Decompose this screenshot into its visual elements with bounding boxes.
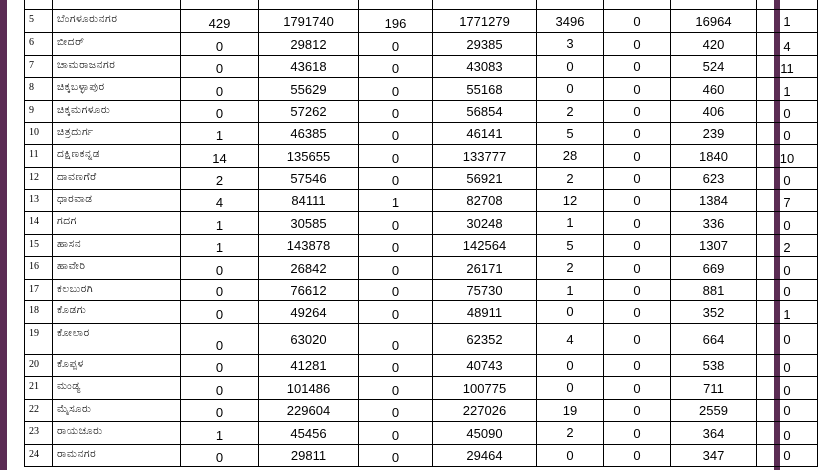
value-cell-col-8: 7 bbox=[757, 190, 818, 212]
district-name-cell: ಬೀದರ್ bbox=[53, 33, 181, 56]
value-cell-col-8: 0 bbox=[757, 212, 818, 235]
value-cell-col-5: 0 bbox=[537, 78, 604, 101]
serial-number-cell: 5 bbox=[25, 10, 53, 33]
serial-number-cell: 14 bbox=[25, 212, 53, 235]
value-cell-col-1: 429 bbox=[181, 10, 259, 33]
serial-number-cell: 21 bbox=[25, 377, 53, 400]
value-cell-col-5: 1 bbox=[537, 280, 604, 301]
value-cell-col-5: 5 bbox=[537, 123, 604, 145]
district-name-cell: ಚಿತ್ರದುರ್ಗ bbox=[53, 123, 181, 145]
value-cell-col-6: 0 bbox=[604, 400, 671, 422]
value-cell-col-1: 0 bbox=[181, 78, 259, 101]
serial-number-cell: 8 bbox=[25, 78, 53, 101]
value-cell-col-6: 0 bbox=[604, 377, 671, 400]
district-name-cell: ರಾಯಚೂರು bbox=[53, 422, 181, 445]
value-cell-col-1: 0 bbox=[181, 56, 259, 78]
value-cell-col-4: 1771279 bbox=[433, 10, 537, 33]
value-cell-col-2: 41281 bbox=[259, 355, 359, 377]
table-row bbox=[25, 168, 818, 190]
value-cell-col-8: 0 bbox=[757, 280, 818, 301]
district-table-sheet bbox=[24, 0, 795, 470]
value-cell-col-3: 0 bbox=[359, 301, 433, 324]
serial-number-cell: 7 bbox=[25, 56, 53, 78]
value-cell-col-5: 0 bbox=[537, 56, 604, 78]
value-cell-col-7: 460 bbox=[671, 78, 757, 101]
value-cell-col-7: 1307 bbox=[671, 235, 757, 257]
value-cell-col-4: 26171 bbox=[433, 257, 537, 280]
value-cell-col-6: 0 bbox=[604, 101, 671, 123]
value-cell-col-1: 2 bbox=[181, 168, 259, 190]
value-cell-col-6: 0 bbox=[604, 301, 671, 324]
district-name-cell: ಕೋಲಾರ bbox=[53, 324, 181, 355]
value-cell-col-3: 1 bbox=[359, 190, 433, 212]
value-cell-col-1: 0 bbox=[181, 400, 259, 422]
value-cell-col-7: 711 bbox=[671, 377, 757, 400]
district-name-cell: ಹಾವೇರಿ bbox=[53, 257, 181, 280]
value-cell-col-3: 0 bbox=[359, 235, 433, 257]
value-cell-col-8 bbox=[757, 0, 818, 10]
district-table bbox=[24, 0, 818, 467]
value-cell-col-7: 336 bbox=[671, 212, 757, 235]
value-cell-col-1: 0 bbox=[181, 257, 259, 280]
value-cell-col-6: 0 bbox=[604, 190, 671, 212]
table-row bbox=[25, 33, 818, 56]
value-cell-col-7: 420 bbox=[671, 33, 757, 56]
value-cell-col-6: 0 bbox=[604, 145, 671, 168]
value-cell-col-4: 142564 bbox=[433, 235, 537, 257]
value-cell-col-5: 0 bbox=[537, 355, 604, 377]
value-cell-col-3: 0 bbox=[359, 212, 433, 235]
value-cell-col-4 bbox=[433, 0, 537, 10]
table-row bbox=[25, 212, 818, 235]
value-cell-col-8: 0 bbox=[757, 422, 818, 445]
value-cell-col-8: 0 bbox=[757, 400, 818, 422]
value-cell-col-6 bbox=[604, 0, 671, 10]
table-row bbox=[25, 377, 818, 400]
value-cell-col-2: 46385 bbox=[259, 123, 359, 145]
value-cell-col-1: 14 bbox=[181, 145, 259, 168]
value-cell-col-1: 0 bbox=[181, 301, 259, 324]
value-cell-col-1 bbox=[181, 0, 259, 10]
value-cell-col-7: 1840 bbox=[671, 145, 757, 168]
value-cell-col-4: 62352 bbox=[433, 324, 537, 355]
value-cell-col-4: 40743 bbox=[433, 355, 537, 377]
value-cell-col-7: 524 bbox=[671, 56, 757, 78]
district-name-cell: ದಾವಣಗೆರೆ bbox=[53, 168, 181, 190]
value-cell-col-5: 2 bbox=[537, 101, 604, 123]
value-cell-col-5: 12 bbox=[537, 190, 604, 212]
district-name-cell: ಧಾರವಾಡ bbox=[53, 190, 181, 212]
value-cell-col-3: 0 bbox=[359, 145, 433, 168]
value-cell-col-3: 0 bbox=[359, 400, 433, 422]
value-cell-col-4: 56854 bbox=[433, 101, 537, 123]
serial-number-cell: 12 bbox=[25, 168, 53, 190]
value-cell-col-4: 133777 bbox=[433, 145, 537, 168]
page-border-left bbox=[0, 0, 7, 470]
value-cell-col-3: 0 bbox=[359, 324, 433, 355]
value-cell-col-3: 0 bbox=[359, 445, 433, 467]
value-cell-col-4: 75730 bbox=[433, 280, 537, 301]
value-cell-col-8: 1 bbox=[757, 301, 818, 324]
value-cell-col-7: 347 bbox=[671, 445, 757, 467]
value-cell-col-8: 0 bbox=[757, 445, 818, 467]
value-cell-col-5: 19 bbox=[537, 400, 604, 422]
table-row bbox=[25, 301, 818, 324]
value-cell-col-1: 1 bbox=[181, 123, 259, 145]
value-cell-col-5: 28 bbox=[537, 145, 604, 168]
value-cell-col-7: 538 bbox=[671, 355, 757, 377]
district-name-cell: ದಕ್ಷಿಣಕನ್ನಡ bbox=[53, 145, 181, 168]
value-cell-col-2: 229604 bbox=[259, 400, 359, 422]
value-cell-col-5: 4 bbox=[537, 324, 604, 355]
table-row bbox=[25, 280, 818, 301]
value-cell-col-6: 0 bbox=[604, 280, 671, 301]
value-cell-col-6: 0 bbox=[604, 123, 671, 145]
value-cell-col-7: 352 bbox=[671, 301, 757, 324]
value-cell-col-3: 0 bbox=[359, 257, 433, 280]
table-row bbox=[25, 257, 818, 280]
district-name-cell: ಕೊಡಗು bbox=[53, 301, 181, 324]
serial-number-cell: 13 bbox=[25, 190, 53, 212]
serial-number-cell: 6 bbox=[25, 33, 53, 56]
value-cell-col-8: 0 bbox=[757, 355, 818, 377]
value-cell-col-8: 11 bbox=[757, 56, 818, 78]
table-row bbox=[25, 400, 818, 422]
value-cell-col-2: 30585 bbox=[259, 212, 359, 235]
value-cell-col-3: 0 bbox=[359, 56, 433, 78]
value-cell-col-7: 16964 bbox=[671, 10, 757, 33]
value-cell-col-6: 0 bbox=[604, 168, 671, 190]
value-cell-col-7: 406 bbox=[671, 101, 757, 123]
value-cell-col-2: 57546 bbox=[259, 168, 359, 190]
value-cell-col-2: 29811 bbox=[259, 445, 359, 467]
value-cell-col-6: 0 bbox=[604, 257, 671, 280]
value-cell-col-4: 48911 bbox=[433, 301, 537, 324]
serial-number-cell: 22 bbox=[25, 400, 53, 422]
value-cell-col-5 bbox=[537, 0, 604, 10]
serial-number-cell: 19 bbox=[25, 324, 53, 355]
value-cell-col-3: 0 bbox=[359, 78, 433, 101]
table-row bbox=[25, 355, 818, 377]
value-cell-col-8: 2 bbox=[757, 235, 818, 257]
value-cell-col-1: 0 bbox=[181, 445, 259, 467]
value-cell-col-5: 2 bbox=[537, 168, 604, 190]
district-name-cell: ಚಿಕ್ಕಮಗಳೂರು bbox=[53, 101, 181, 123]
serial-number-cell: 18 bbox=[25, 301, 53, 324]
value-cell-col-6: 0 bbox=[604, 78, 671, 101]
value-cell-col-8: 0 bbox=[757, 324, 818, 355]
value-cell-col-5: 3 bbox=[537, 33, 604, 56]
serial-number-cell: 15 bbox=[25, 235, 53, 257]
value-cell-col-4: 43083 bbox=[433, 56, 537, 78]
value-cell-col-4: 30248 bbox=[433, 212, 537, 235]
serial-number-cell: 17 bbox=[25, 280, 53, 301]
value-cell-col-7: 2559 bbox=[671, 400, 757, 422]
value-cell-col-8: 0 bbox=[757, 101, 818, 123]
value-cell-col-5: 3496 bbox=[537, 10, 604, 33]
value-cell-col-4: 56921 bbox=[433, 168, 537, 190]
value-cell-col-2: 57262 bbox=[259, 101, 359, 123]
value-cell-col-3: 0 bbox=[359, 422, 433, 445]
table-row bbox=[25, 422, 818, 445]
table-row bbox=[25, 235, 818, 257]
value-cell-col-6: 0 bbox=[604, 10, 671, 33]
value-cell-col-1: 0 bbox=[181, 280, 259, 301]
value-cell-col-3: 0 bbox=[359, 168, 433, 190]
value-cell-col-7: 669 bbox=[671, 257, 757, 280]
value-cell-col-6: 0 bbox=[604, 212, 671, 235]
value-cell-col-4: 82708 bbox=[433, 190, 537, 212]
value-cell-col-6: 0 bbox=[604, 33, 671, 56]
value-cell-col-4: 100775 bbox=[433, 377, 537, 400]
value-cell-col-1: 0 bbox=[181, 355, 259, 377]
table-row bbox=[25, 101, 818, 123]
table-row bbox=[25, 324, 818, 355]
value-cell-col-3: 0 bbox=[359, 101, 433, 123]
serial-number-cell: 9 bbox=[25, 101, 53, 123]
district-name-cell: ಹಾಸನ bbox=[53, 235, 181, 257]
value-cell-col-2: 45456 bbox=[259, 422, 359, 445]
value-cell-col-7: 364 bbox=[671, 422, 757, 445]
serial-number-cell: 23 bbox=[25, 422, 53, 445]
value-cell-col-3: 0 bbox=[359, 355, 433, 377]
value-cell-col-1: 0 bbox=[181, 101, 259, 123]
value-cell-col-7: 664 bbox=[671, 324, 757, 355]
value-cell-col-2: 135655 bbox=[259, 145, 359, 168]
value-cell-col-2: 143878 bbox=[259, 235, 359, 257]
table-row bbox=[25, 78, 818, 101]
district-name-cell: ಮೈಸೂರು bbox=[53, 400, 181, 422]
value-cell-col-4: 29385 bbox=[433, 33, 537, 56]
district-name-cell: ಕೊಪ್ಪಳ bbox=[53, 355, 181, 377]
value-cell-col-2: 84111 bbox=[259, 190, 359, 212]
value-cell-col-5: 0 bbox=[537, 301, 604, 324]
value-cell-col-5: 0 bbox=[537, 445, 604, 467]
value-cell-col-1: 1 bbox=[181, 212, 259, 235]
table-row bbox=[25, 10, 818, 33]
value-cell-col-1: 0 bbox=[181, 33, 259, 56]
district-name-cell: ಮಂಡ್ಯ bbox=[53, 377, 181, 400]
value-cell-col-2: 49264 bbox=[259, 301, 359, 324]
value-cell-col-5: 1 bbox=[537, 212, 604, 235]
value-cell-col-3 bbox=[359, 0, 433, 10]
value-cell-col-7: 881 bbox=[671, 280, 757, 301]
serial-number-cell: 11 bbox=[25, 145, 53, 168]
value-cell-col-6: 0 bbox=[604, 324, 671, 355]
value-cell-col-6: 0 bbox=[604, 235, 671, 257]
value-cell-col-3: 196 bbox=[359, 10, 433, 33]
value-cell-col-2: 101486 bbox=[259, 377, 359, 400]
serial-number-cell bbox=[25, 0, 53, 10]
value-cell-col-5: 2 bbox=[537, 257, 604, 280]
value-cell-col-1: 1 bbox=[181, 235, 259, 257]
serial-number-cell: 24 bbox=[25, 445, 53, 467]
district-name-cell: ಚಿಕ್ಕಬಳ್ಳಾಪುರ bbox=[53, 78, 181, 101]
serial-number-cell: 16 bbox=[25, 257, 53, 280]
table-row bbox=[25, 145, 818, 168]
value-cell-col-7 bbox=[671, 0, 757, 10]
value-cell-col-2: 76612 bbox=[259, 280, 359, 301]
value-cell-col-5: 0 bbox=[537, 377, 604, 400]
table-row bbox=[25, 123, 818, 145]
value-cell-col-5: 2 bbox=[537, 422, 604, 445]
value-cell-col-2: 1791740 bbox=[259, 10, 359, 33]
value-cell-col-8: 0 bbox=[757, 377, 818, 400]
value-cell-col-7: 623 bbox=[671, 168, 757, 190]
value-cell-col-1: 0 bbox=[181, 377, 259, 400]
value-cell-col-4: 45090 bbox=[433, 422, 537, 445]
value-cell-col-8: 0 bbox=[757, 168, 818, 190]
value-cell-col-6: 0 bbox=[604, 422, 671, 445]
value-cell-col-3: 0 bbox=[359, 377, 433, 400]
value-cell-col-6: 0 bbox=[604, 56, 671, 78]
value-cell-col-2 bbox=[259, 0, 359, 10]
value-cell-col-2: 26842 bbox=[259, 257, 359, 280]
district-name-cell: ರಾಮನಗರ bbox=[53, 445, 181, 467]
serial-number-cell: 10 bbox=[25, 123, 53, 145]
value-cell-col-8: 1 bbox=[757, 10, 818, 33]
table-row bbox=[25, 56, 818, 78]
value-cell-col-3: 0 bbox=[359, 123, 433, 145]
value-cell-col-4: 29464 bbox=[433, 445, 537, 467]
value-cell-col-8: 0 bbox=[757, 257, 818, 280]
value-cell-col-7: 1384 bbox=[671, 190, 757, 212]
value-cell-col-2: 55629 bbox=[259, 78, 359, 101]
value-cell-col-6: 0 bbox=[604, 355, 671, 377]
district-name-cell: ಬೆಂಗಳೂರುನಗರ bbox=[53, 10, 181, 33]
value-cell-col-5: 5 bbox=[537, 235, 604, 257]
district-name-cell: ಚಾಮರಾಜನಗರ bbox=[53, 56, 181, 78]
value-cell-col-4: 46141 bbox=[433, 123, 537, 145]
district-name-cell: ಗದಗ bbox=[53, 212, 181, 235]
district-name-cell: ಕಲಬುರಗಿ bbox=[53, 280, 181, 301]
value-cell-col-3: 0 bbox=[359, 33, 433, 56]
value-cell-col-3: 0 bbox=[359, 280, 433, 301]
value-cell-col-8: 1 bbox=[757, 78, 818, 101]
table-row bbox=[25, 0, 818, 10]
serial-number-cell: 20 bbox=[25, 355, 53, 377]
value-cell-col-7: 239 bbox=[671, 123, 757, 145]
value-cell-col-1: 4 bbox=[181, 190, 259, 212]
value-cell-col-6: 0 bbox=[604, 445, 671, 467]
value-cell-col-4: 227026 bbox=[433, 400, 537, 422]
table-row bbox=[25, 190, 818, 212]
value-cell-col-8: 0 bbox=[757, 123, 818, 145]
value-cell-col-2: 43618 bbox=[259, 56, 359, 78]
value-cell-col-8: 4 bbox=[757, 33, 818, 56]
district-name-cell bbox=[53, 0, 181, 10]
value-cell-col-2: 29812 bbox=[259, 33, 359, 56]
value-cell-col-1: 1 bbox=[181, 422, 259, 445]
value-cell-col-8: 10 bbox=[757, 145, 818, 168]
value-cell-col-1: 0 bbox=[181, 324, 259, 355]
table-row bbox=[25, 445, 818, 467]
value-cell-col-4: 55168 bbox=[433, 78, 537, 101]
value-cell-col-2: 63020 bbox=[259, 324, 359, 355]
